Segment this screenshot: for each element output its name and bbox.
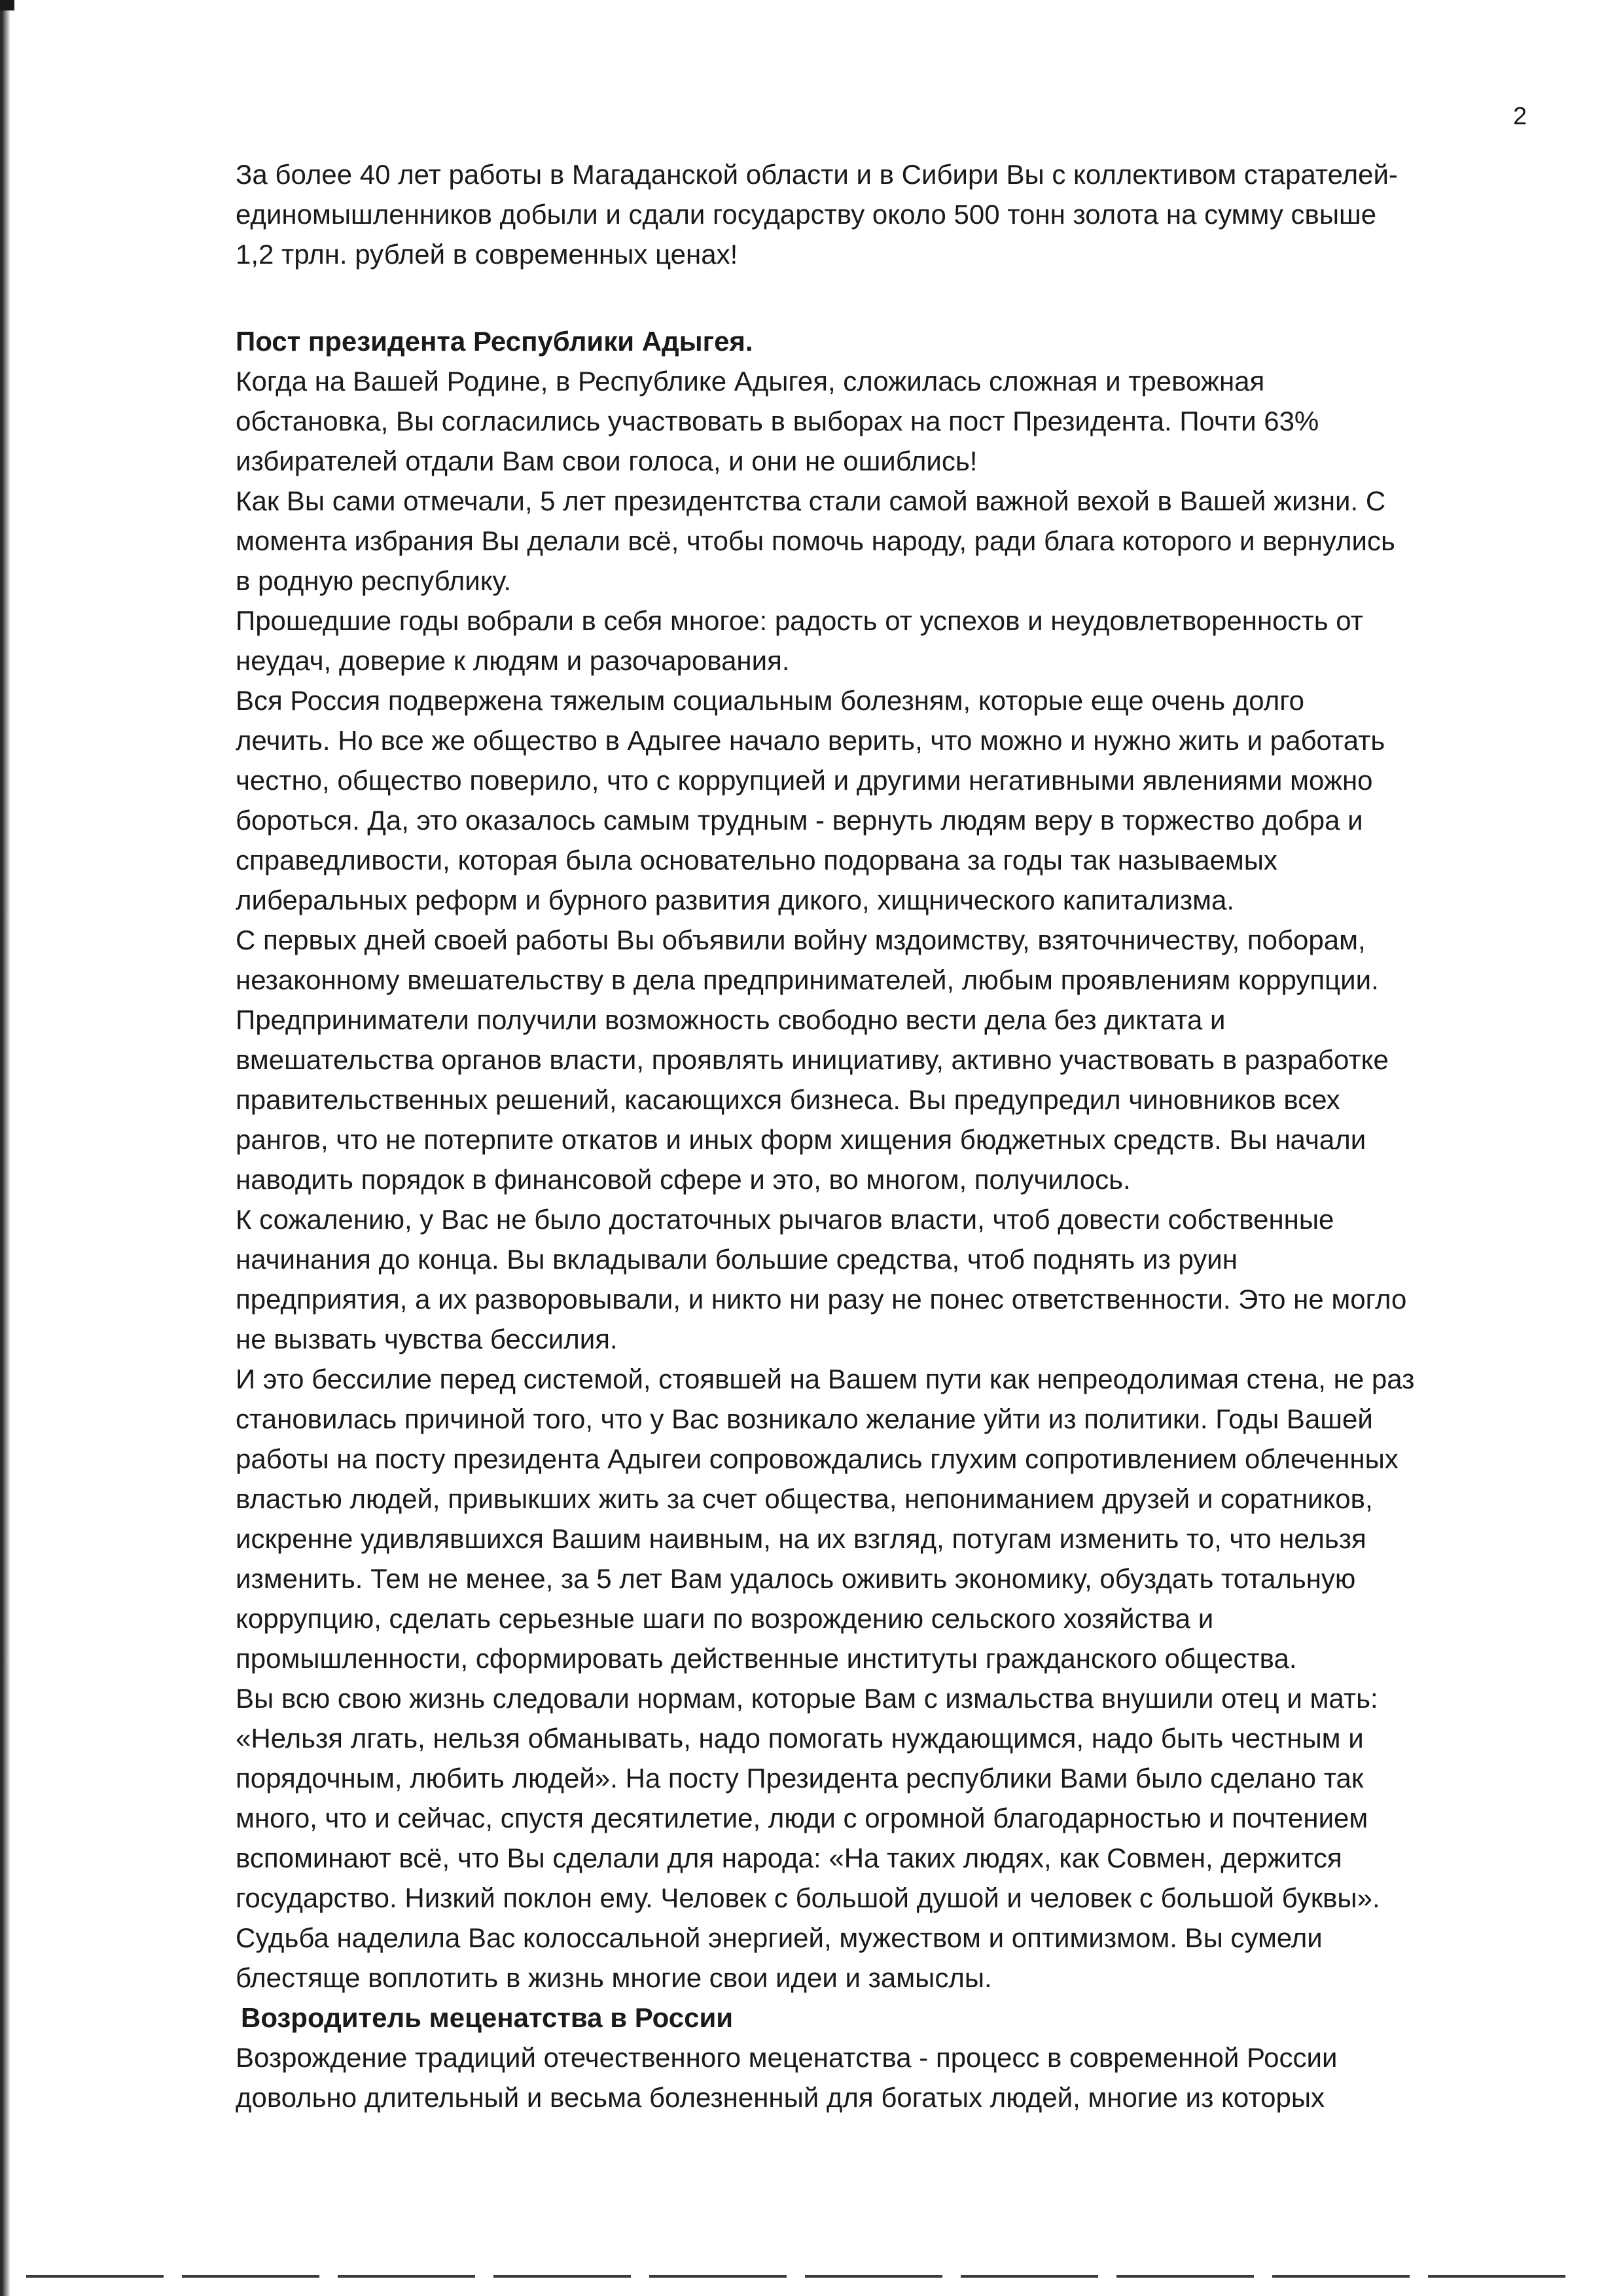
paragraph-patronage bbox=[236, 2038, 1544, 2117]
text-line: справедливости, которая была основательно подорвана за годы так называемых bbox=[236, 845, 1277, 875]
text-line: лечить. Но все же общество в Адыгее начало верить, что можно и нужно жить и работать bbox=[236, 725, 1385, 756]
intro-paragraph bbox=[236, 154, 1544, 274]
text-line: работы на посту президента Адыгеи сопровождались глухим сопротивлением облеченных bbox=[236, 1443, 1399, 1474]
text-line: изменить. Тем не менее, за 5 лет Вам удалось оживить экономику, обуздать тотальную bbox=[236, 1563, 1356, 1594]
text-line: промышленности, сформировать действенные институты гражданского общества. bbox=[236, 1643, 1297, 1674]
text-line: блестяще воплотить в жизнь многие свои идеи и замыслы. bbox=[236, 1962, 992, 1993]
text-line: коррупцию, сделать серьезные шаги по возрождению сельского хозяйства и bbox=[236, 1603, 1214, 1634]
document-body bbox=[236, 154, 1544, 2117]
text-line: обстановка, Вы согласились участвовать в выборах на пост Президента. Почти 63% bbox=[236, 406, 1319, 436]
paragraph-regret bbox=[236, 1199, 1544, 1359]
text-line: предприятия, а их разворовывали, и никто ни разу не понес ответственности. Это не могло bbox=[236, 1284, 1407, 1315]
text-line: Прошедшие годы вобрали в себя многое: радость от успехов и неудовлетворенность от bbox=[236, 605, 1363, 636]
text-line: властью людей, привыкших жить за счет общества, непониманием друзей и соратников, bbox=[236, 1483, 1373, 1514]
text-line: Возрождение традиций отечественного меценатства - процесс в современной России bbox=[236, 2042, 1338, 2073]
paragraph-fate bbox=[236, 1918, 1544, 1998]
text-line: либеральных реформ и бурного развития дикого, хищнического капитализма. bbox=[236, 885, 1235, 915]
text-line: 1,2 трлн. рублей в современных ценах! bbox=[236, 239, 738, 270]
paragraph-system bbox=[236, 1359, 1544, 1678]
text-line: Как Вы сами отмечали, 5 лет президентства стали самой важной вехой в Вашей жизни. С bbox=[236, 486, 1386, 516]
text-line: вспоминают всё, что Вы сделали для народа: «На таких людях, как Совмен, держится bbox=[236, 1843, 1342, 1873]
text-line: вмешательства органов власти, проявлять инициативу, активно участвовать в разработке bbox=[236, 1044, 1389, 1075]
text-line: Предприниматели получили возможность свободно вести дела без диктата и bbox=[236, 1004, 1226, 1035]
text-line: не вызвать чувства бессилия. bbox=[236, 1324, 618, 1354]
scan-left-edge bbox=[0, 0, 10, 2296]
text-line: наводить порядок в финансовой сфере и это, во многом, получилось. bbox=[236, 1164, 1131, 1195]
text-line: Судьба наделила Вас колоссальной энергией, мужеством и оптимизмом. Вы сумели bbox=[236, 1922, 1323, 1953]
text-line: становилась причиной того, что у Вас возникало желание уйти из политики. Годы Вашей bbox=[236, 1404, 1373, 1434]
text-line: С первых дней своей работы Вы объявили войну мздоимству, взяточничеству, поборам, bbox=[236, 925, 1366, 955]
text-line: Когда на Вашей Родине, в Республике Адыгея, сложилась сложная и тревожная bbox=[236, 366, 1265, 397]
text-line: неудач, доверие к людям и разочарования. bbox=[236, 645, 790, 676]
paragraph-years bbox=[236, 601, 1544, 680]
paragraph-norms bbox=[236, 1678, 1544, 1918]
text-line: порядочным, любить людей». На посту Президента республики Вами было сделано так bbox=[236, 1763, 1364, 1793]
paragraph-corruption bbox=[236, 920, 1544, 1199]
text-line: государство. Низкий поклон ему. Человек с большой душой и человек с большой буквы». bbox=[236, 1882, 1380, 1913]
scan-bottom-edge bbox=[26, 2275, 1584, 2278]
text-line: честно, общество поверило, что с коррупцией и другими негативными явлениями можно bbox=[236, 765, 1373, 796]
text-line: начинания до конца. Вы вкладывали большие средства, чтоб поднять из руин bbox=[236, 1244, 1238, 1275]
paragraph-society bbox=[236, 680, 1544, 920]
text-line: К сожалению, у Вас не было достаточных рычагов власти, чтоб довести собственные bbox=[236, 1204, 1334, 1235]
paragraph-gap bbox=[236, 274, 1544, 321]
text-line: избирателей отдали Вам свои голоса, и они не ошиблись! bbox=[236, 446, 978, 476]
text-line: бороться. Да, это оказалось самым трудным - вернуть людям веру в торжество добра и bbox=[236, 805, 1363, 836]
text-line: Вся Россия подвержена тяжелым социальным болезням, которые еще очень долго bbox=[236, 685, 1304, 716]
text-line: Вы всю свою жизнь следовали нормам, которые Вам с измальства внушили отец и мать: bbox=[236, 1683, 1378, 1714]
section-heading-patronage: Возродитель меценатства в России bbox=[241, 2002, 734, 2033]
text-line: в родную республику. bbox=[236, 565, 512, 596]
section-heading-president: Пост президента Республики Адыгея. bbox=[236, 326, 753, 357]
text-line: довольно длительный и весьма болезненный для богатых людей, многие из которых bbox=[236, 2082, 1325, 2113]
text-line: искренне удивлявшихся Вашим наивным, на их взгляд, потугам изменить то, что нельзя bbox=[236, 1523, 1366, 1554]
text-line: правительственных решений, касающихся бизнеса. Вы предупредил чиновников всех bbox=[236, 1084, 1340, 1115]
text-line: «Нельзя лгать, нельзя обманывать, надо помогать нуждающимся, надо быть честным и bbox=[236, 1723, 1364, 1754]
text-line: единомышленников добыли и сдали государству около 500 тонн золота на сумму свыше bbox=[236, 199, 1377, 230]
scan-corner-mark bbox=[0, 0, 14, 10]
page-number: 2 bbox=[1513, 103, 1527, 130]
text-line: И это бессилие перед системой, стоявшей на Вашем пути как непреодолимая стена, не раз bbox=[236, 1364, 1415, 1394]
text-line: момента избрания Вы делали всё, чтобы помочь народу, ради блага которого и вернулись bbox=[236, 525, 1395, 556]
text-line: много, что и сейчас, спустя десятилетие, люди с огромной благодарностью и почтением bbox=[236, 1803, 1368, 1833]
paragraph-presidency bbox=[236, 481, 1544, 601]
paragraph-election bbox=[236, 361, 1544, 481]
text-line: За более 40 лет работы в Магаданской области и в Сибири Вы с коллективом старателей- bbox=[236, 159, 1398, 190]
text-line: рангов, что не потерпите откатов и иных форм хищения бюджетных средств. Вы начали bbox=[236, 1124, 1366, 1155]
text-line: незаконному вмешательству в дела предпринимателей, любым проявлениям коррупции. bbox=[236, 964, 1379, 995]
